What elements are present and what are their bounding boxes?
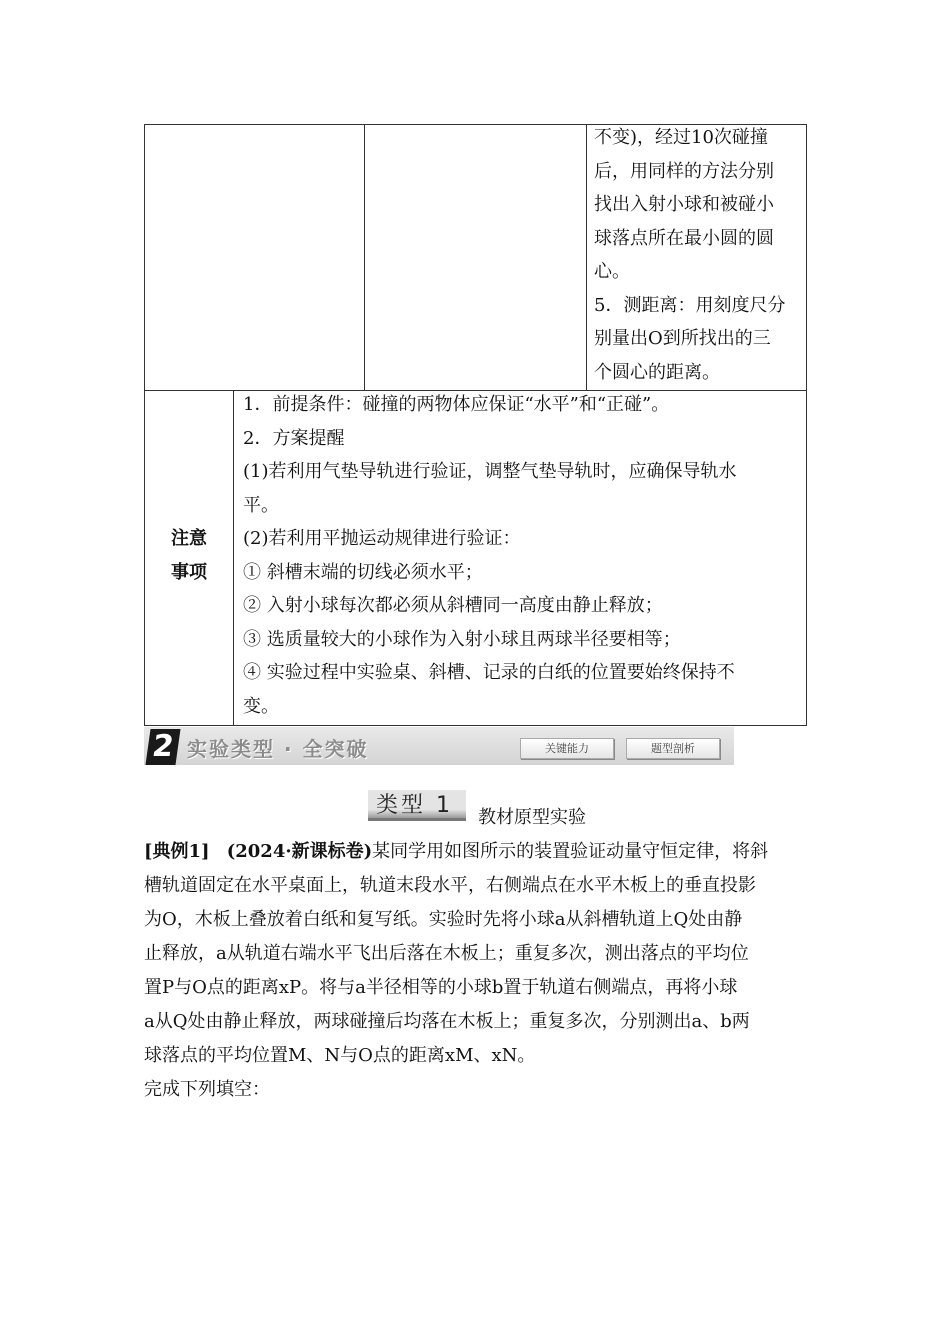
notes-line: ② 入射小球每次都必须从斜槽同一高度由静止释放； [243,595,663,616]
question-analysis-button[interactable]: 题型剖析 [626,738,720,759]
example-text: 某同学用如图所示的装置验证动量守恒定律，将斜 [372,841,769,862]
example-closing: 完成下列填空： [144,1079,270,1100]
example-line: 球落点的平均位置M、N与O点的距离xM、xN。 [144,1045,536,1066]
key-ability-button[interactable]: 关键能力 [520,738,614,759]
notes-line: 2．方案提醒 [243,427,345,449]
notes-line: 平。 [243,494,279,516]
table-bottom-border [144,725,807,726]
example-tag: [典例1] [144,841,210,862]
notes-line: (2)若利用平抛运动规律进行验证： [243,528,521,549]
table-left-border [144,124,145,726]
type-heading-subtitle: 教材原型实验 [478,807,586,828]
example-line: 置P与O点的距离xP。将与a半径相等的小球b置于轨道右侧端点，再将小球 [144,977,738,998]
notes-label-line-2: 事项 [171,562,207,583]
steps-line: 别量出O到所找出的三 [594,328,771,349]
steps-line: 个圆心的距离。 [594,361,720,383]
section-number-badge: 2 [145,729,180,765]
steps-line: 不变)，经过10次碰撞 [594,127,768,148]
example-source: (2024·新课标卷) [226,841,373,862]
steps-line: 心。 [594,261,630,282]
notes-line: ① 斜槽末端的切线必须水平； [243,561,483,583]
steps-cell [594,121,804,389]
notes-line: ④ 实验过程中实验桌、斜槽、记录的白纸的位置要始终保持不 [243,662,735,683]
example-line: 止释放，a从轨道右端水平飞出后落在木板上；重复多次，测出落点的平均位 [144,943,749,964]
example-line: 为O，木板上叠放着白纸和复写纸。实验时先将小球a从斜槽轨道上Q处由静 [144,909,743,930]
notes-line: 1．前提条件：碰撞的两物体应保证“水平”和“正碰”。 [243,394,670,415]
notes-line: ③ 选质量较大的小球作为入射小球且两球半径要相等； [243,628,681,650]
table-col-divider-2 [586,124,587,390]
steps-line: 球落点所在最小圆的圆 [594,227,774,249]
notes-label [145,522,233,590]
steps-line: 5．测距离：用刻度尺分 [594,294,786,316]
notes-line: (1)若利用气垫导轨进行验证，调整气垫导轨时，应确保导轨水 [243,461,737,482]
section-title: 实验类型 · 全突破 [187,737,369,761]
example-line-1 [144,835,808,869]
example-paragraph [144,835,808,1107]
notes-cell [243,388,803,723]
table-right-border [806,124,807,726]
type-heading-label: 类型 1 [376,793,453,818]
table-col-divider-1 [364,124,365,390]
example-line: 槽轨道固定在水平桌面上，轨道末段水平，右侧端点在水平木板上的垂直投影 [144,875,756,896]
table-label-divider [233,390,234,726]
steps-line: 后，用同样的方法分别 [594,160,774,182]
example-line: a从Q处由静止释放，两球碰撞后均落在木板上；重复多次，分别测出a、b两 [144,1011,750,1032]
notes-line: 变。 [243,695,279,717]
notes-label-line-1: 注意 [171,528,207,549]
steps-line: 找出入射小球和被碰小 [594,194,774,215]
